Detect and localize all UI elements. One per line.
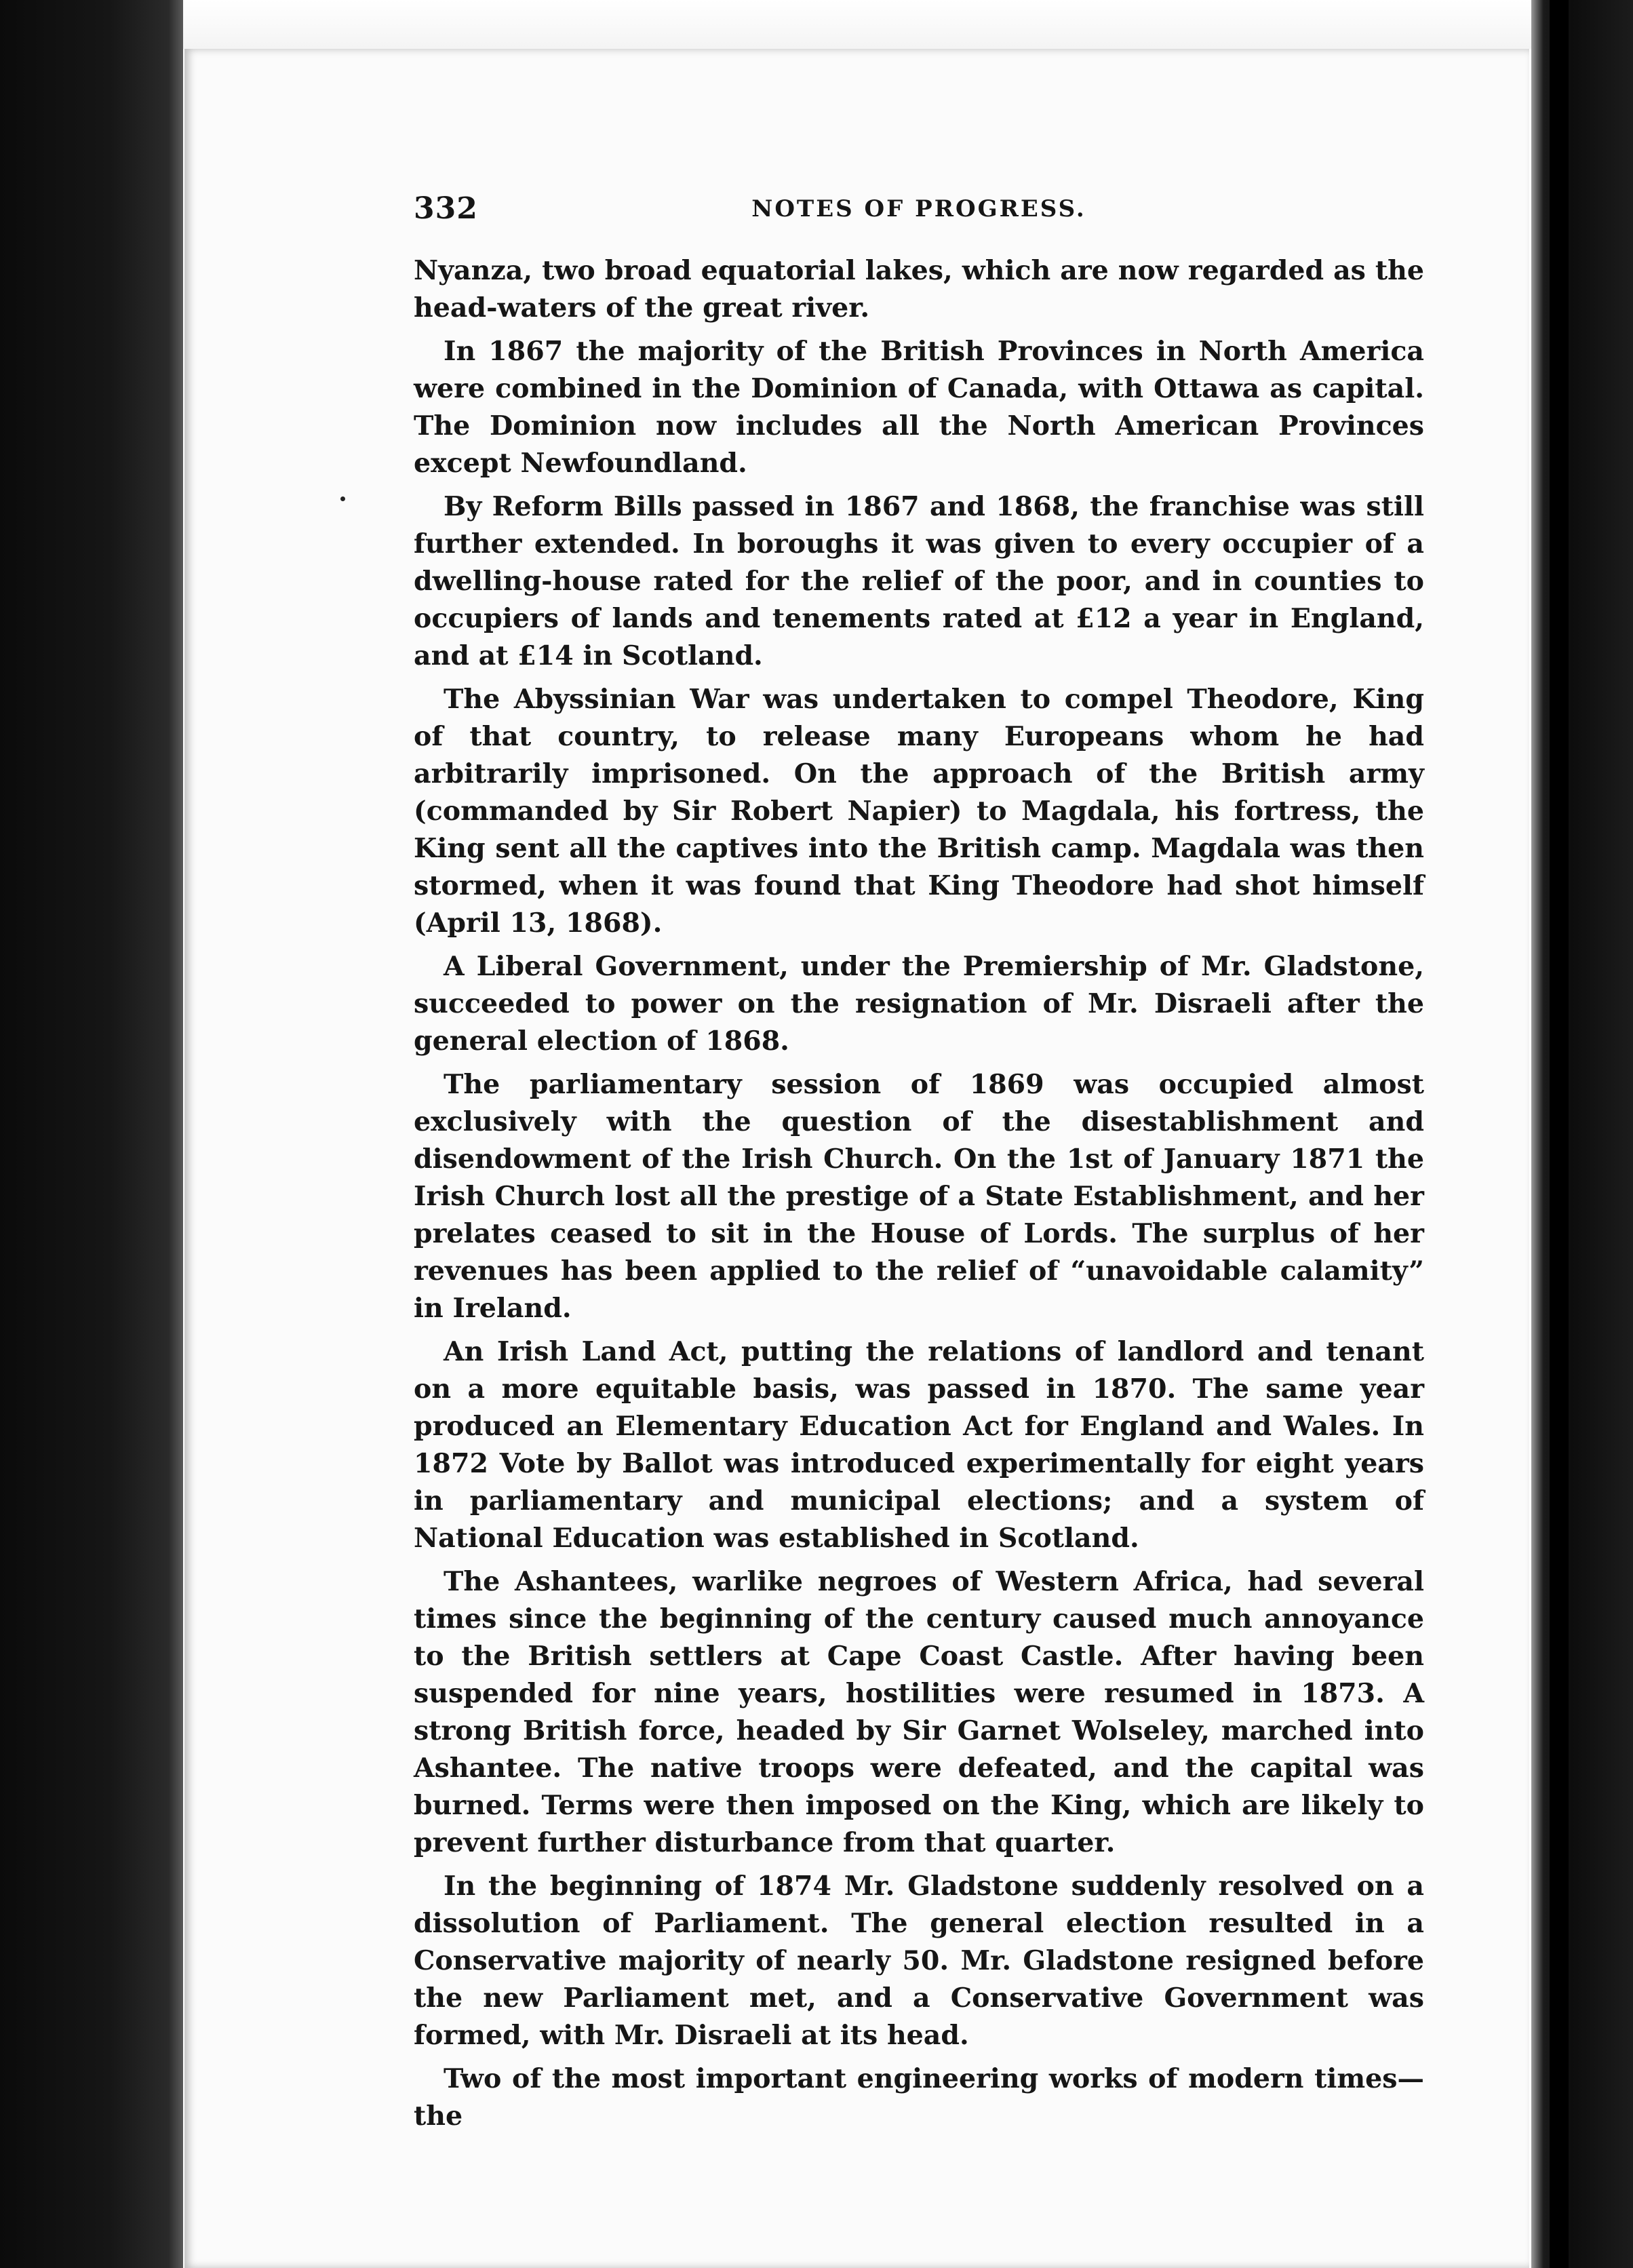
printed-page — [184, 49, 1529, 2268]
running-head-title: NOTES OF PROGRESS. — [751, 195, 1086, 222]
paragraph-abyssinian-war: The Abyssinian War was undertaken to compel Theodore, King of that country, to release many Europeans whom he had arbitrarily imprisoned. On the approach of the British army (commanded by Sir Robert Napier) to Magdala, his fortress, the King sent all the captives into the British camp. Magdala was then stormed, when it was found that King Theodore had shot himself (April 13, 1868). — [414, 684, 1424, 939]
paragraph-irish-church: The parliamentary session of 1869 was occupied almost exclusively with the question of the disestablishment and disendowment of the Irish Church. On the 1st of January 1871 the Irish Church lost all the prestige of a State Establishment, and her prelates ceased to sit in the House of Lords. The surplus of her revenues has been applied to the relief of “unavoidable calamity” in Ireland. — [414, 1069, 1424, 1324]
body-text — [414, 252, 1424, 2135]
running-head — [414, 191, 1424, 252]
paragraph-irish-land-act: An Irish Land Act, putting the relations of landlord and tenant on a more equitable basis, was passed in 1870. The same year produced an Elementary Education Act for England and Wales. In 1872 Vote by Ballot was introduced experimentally for eight years in parliamentary and municipal elections; and a system of National Education was established in Scotland. — [414, 1336, 1424, 1554]
paragraph-dominion-of-canada: In 1867 the majority of the British Provinces in North America were combined in the Dominion of Canada, with Ottawa as capital. The Dominion now includes all the North American Provinces except Newfoundland. — [414, 336, 1424, 479]
paragraph-reform-bills: By Reform Bills passed in 1867 and 1868, the franchise was still further extended. In boroughs it was given to every occupier of a dwelling-house rated for the relief of the poor, and in counties to occupiers of lands and tenements rated at £12 a year in England, and at £14 in Scotland. — [414, 491, 1424, 671]
page-edge-shadow — [1531, 0, 1633, 2268]
paragraph-ashantee-war: The Ashantees, warlike negroes of Western Africa, had several times since the beginning of the century caused much annoyance to the British settlers at Cape Coast Castle. After having been suspended for nine years, hostilities were resumed in 1873. A strong British force, headed by Sir Garnet Wolseley, marched into Ashantee. The native troops were defeated, and the capital was burned. Terms were then imposed on the King, which are likely to prevent further disturbance from that quarter. — [414, 1566, 1424, 1858]
ink-speck — [340, 496, 345, 501]
paragraph-liberal-government: A Liberal Government, under the Premiership of Mr. Gladstone, succeeded to power on the resignation of Mr. Disraeli after the general election of 1868. — [414, 951, 1424, 1057]
paragraph-dissolution-1874: In the beginning of 1874 Mr. Gladstone suddenly resolved on a dissolution of Parliament. The general election resulted in a Conservative majority of nearly 50. Mr. Gladstone resigned before the new Parliament met, and a Conservative Government was formed, with Mr. Disraeli at its head. — [414, 1871, 1424, 2051]
page-number: 332 — [414, 191, 478, 226]
paragraph-continued: Nyanza, two broad equatorial lakes, which are now regarded as the head-waters of the great river. — [414, 255, 1424, 324]
book-binding-shadow — [0, 0, 183, 2268]
scan-top-margin — [0, 0, 1633, 49]
page-edge-dark-band — [1550, 0, 1569, 2268]
paragraph-engineering-works: Two of the most important engineering works of modern times—the — [414, 2063, 1424, 2132]
text-block — [414, 191, 1424, 2141]
